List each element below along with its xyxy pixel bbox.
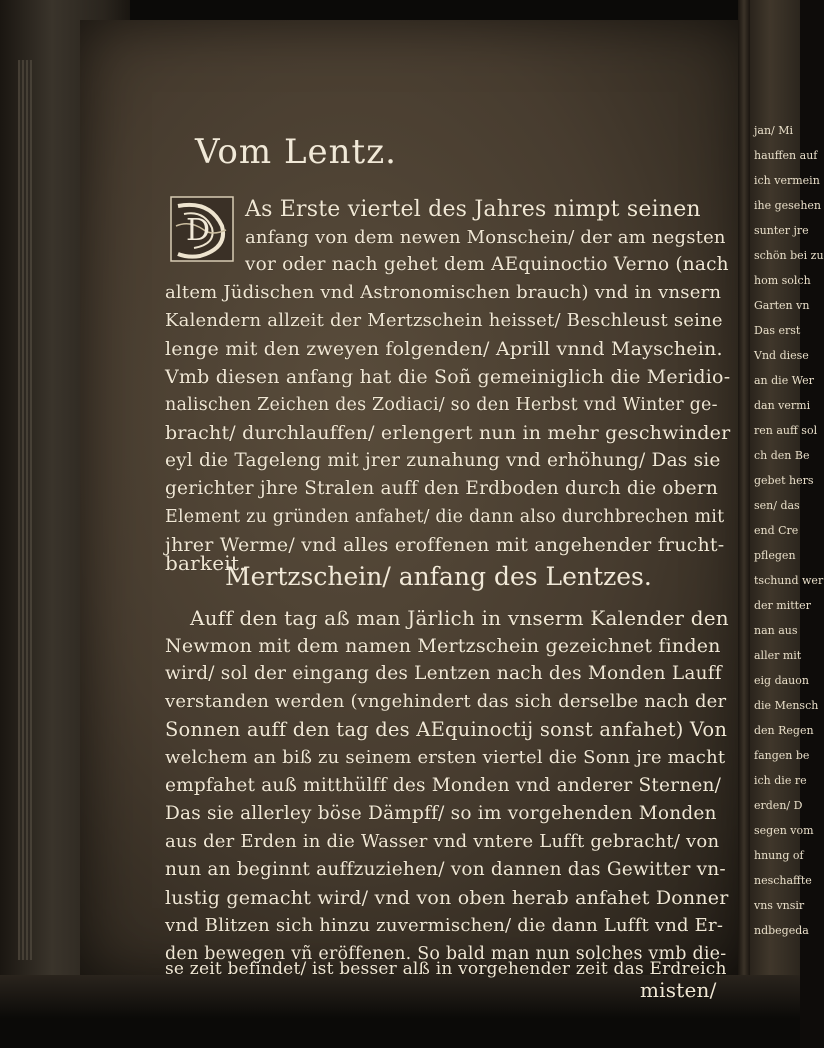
right-page-text-fragment: schön bei zu — [754, 249, 824, 262]
page-heading: Vom Lentz. — [195, 132, 397, 172]
text-line: altem Jüdischen vnd Astronomischen brauch) vnd in vnsern — [165, 282, 722, 303]
section-subheading: Mertzschein/ anfang des Lentzes. — [225, 562, 652, 591]
right-page-text-fragment: eig dauon — [754, 674, 809, 687]
text-line: empfahet auß mitthülff des Monden vnd anderer Sternen/ — [165, 775, 722, 796]
right-page-text-fragment: erden/ D — [754, 799, 803, 812]
text-line: wird/ sol der eingang des Lentzen nach des Monden Lauff — [165, 663, 722, 684]
right-page-text-fragment: ihe gesehen — [754, 199, 821, 212]
right-page-text-fragment: aller mit — [754, 649, 802, 662]
text-line: Vmb diesen anfang hat die Soñ gemeiniglich die Meridio- — [165, 366, 731, 388]
text-line: Kalendern allzeit der Mertzschein heisset/ Beschleust seine — [165, 310, 723, 331]
text-line: welchem an biß zu seinem ersten viertel die Sonn jre macht — [165, 747, 726, 768]
right-page-text-fragment: hnung of — [754, 849, 804, 862]
text-line: verstanden werden (vngehindert das sich derselbe nach der — [165, 691, 727, 712]
right-page-text-fragment: sunter jre — [754, 224, 809, 237]
right-page-text-fragment: nan aus — [754, 624, 798, 637]
right-page-text-fragment: hauffen auf — [754, 149, 818, 162]
right-page-text-fragment: Garten vn — [754, 299, 810, 312]
decorated-initial-d — [170, 196, 234, 262]
right-page-text-fragment: gebet hers — [754, 474, 814, 487]
right-page-text-fragment: tschund wer — [754, 574, 824, 587]
text-line: se zeit befindet/ ist besser alß in vorgehender zeit das Erdreich — [165, 959, 727, 979]
right-page-text-fragment: an die Wer — [754, 374, 814, 387]
text-line: lenge mit den zweyen folgenden/ Aprill vnnd Mayschein. — [165, 338, 723, 360]
text-line: nalischen Zeichen des Zodiaci/ so den Herbst vnd Winter ge- — [165, 395, 718, 415]
text-line: anfang von dem newen Monschein/ der am negsten — [245, 227, 726, 248]
text-line: den bewegen vñ eröffenen. So bald man nun solches vmb die- — [165, 944, 727, 964]
initial-letter: D — [185, 213, 211, 248]
right-page-text-fragment: der mitter — [754, 599, 811, 612]
right-page-text-fragment: pflegen — [754, 549, 796, 562]
right-page-text-fragment: ich die re — [754, 774, 807, 787]
right-page-text-fragment: ndbegeda — [754, 924, 809, 937]
text-line: Auff den tag aß man Järlich in vnserm Kalender den — [190, 606, 729, 630]
right-page-text-fragment: hom solch — [754, 274, 811, 287]
right-page-text-fragment: dan vermi — [754, 399, 811, 412]
page-edges — [18, 60, 32, 960]
right-page-sliver — [750, 0, 824, 1048]
right-page-text-fragment: sen/ das — [754, 499, 800, 512]
right-page-text-fragment: die Mensch — [754, 699, 819, 712]
right-page-text-fragment: ich vermein — [754, 174, 820, 187]
text-line: lustig gemacht wird/ vnd von oben herab anfahet Donner — [165, 887, 729, 909]
text-line: jhrer Werme/ vnd alles eroffenen mit angehender frucht- — [165, 534, 725, 556]
right-page-text-fragment: den Regen — [754, 724, 814, 737]
book-gutter — [738, 0, 750, 1048]
text-line: Sonnen auff den tag des AEquinoctij sonst anfahet) Von — [165, 718, 728, 741]
right-page-text-fragment: Vnd diese — [754, 349, 809, 362]
text-line: eyl die Tageleng mit jrer zunahung vnd erhöhung/ Das sie — [165, 450, 721, 471]
right-page-text-fragment: jan/ Mi — [754, 124, 794, 137]
text-line: bracht/ durchlauffen/ erlengert nun in mehr geschwinder — [165, 422, 731, 444]
text-line: Element zu gründen anfahet/ die dann also durchbrechen mit — [165, 507, 725, 527]
right-page-text-fragment: neschaffte — [754, 874, 812, 887]
text-line: vor oder nach gehet dem AEquinoctio Verno (nach — [245, 254, 729, 275]
right-page-text-fragment: segen vom — [754, 824, 814, 837]
text-line: As Erste viertel des Jahres nimpt seinen — [245, 197, 701, 222]
text-line: vnd Blitzen sich hinzu zuvermischen/ die dann Lufft vnd Er- — [165, 915, 724, 936]
right-page-text-fragment: ren auff sol — [754, 424, 818, 437]
text-line: Das sie allerley böse Dämpff/ so im vorgehenden Monden — [165, 803, 717, 824]
right-page-text-fragment: end Cre — [754, 524, 799, 537]
right-page-text-fragment: fangen be — [754, 749, 810, 762]
text-line: gerichter jhre Stralen auff den Erdboden durch die obern — [165, 478, 718, 499]
right-page-text-fragment: Das erst — [754, 324, 801, 337]
text-line: barkeit. — [165, 551, 246, 575]
text-line: aus der Erden in die Wasser vnd vntere Lufft gebracht/ von — [165, 831, 720, 852]
text-line: nun an beginnt auffzuziehen/ von dannen das Gewitter vn- — [165, 859, 726, 880]
right-page-text-fragment: ch den Be — [754, 449, 810, 462]
text-line: Newmon mit dem namen Mertzschein gezeichnet finden — [165, 635, 721, 657]
right-page-text-fragment: vns vnsir — [754, 899, 805, 912]
catchword: misten/ — [640, 978, 717, 1002]
